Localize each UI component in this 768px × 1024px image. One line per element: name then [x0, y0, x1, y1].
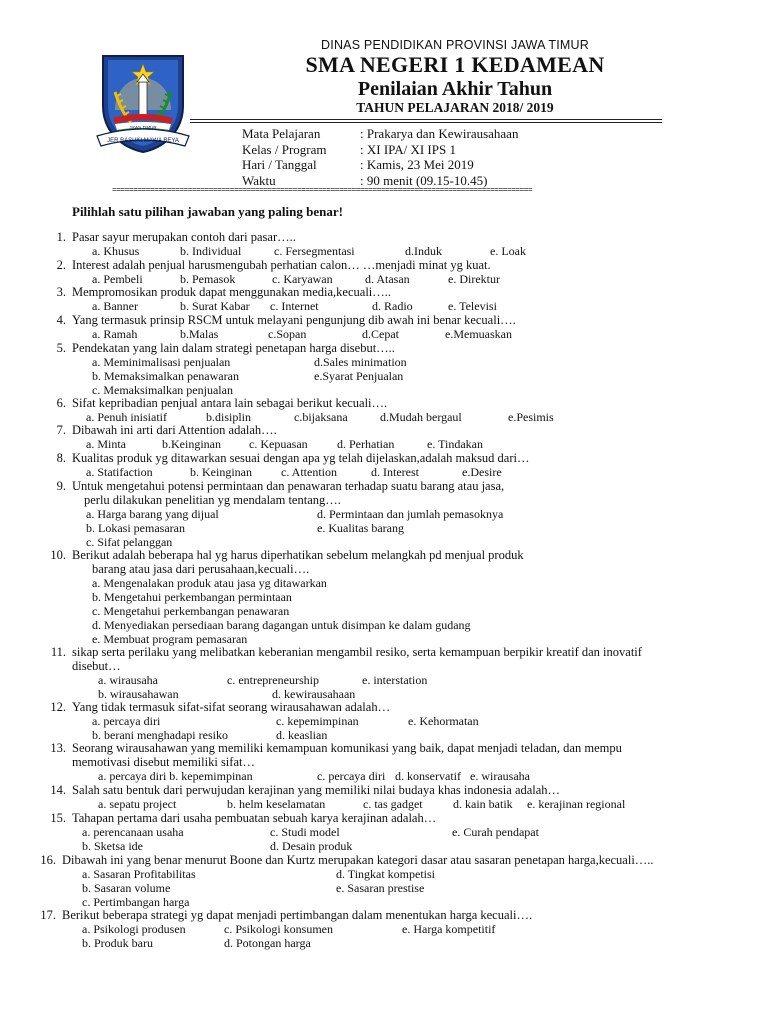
question-text: perlu dilakukan penelitian yg mendalam tentang…. [84, 493, 341, 507]
question-text: Interest adalah penjual harusmengubah perhatian calon… …menjadi minat yg kuat. [72, 258, 491, 272]
answer-option: a. Meminimalisasi penjualan [92, 355, 231, 369]
answer-option: b. helm keselamatan [227, 797, 326, 811]
question-text: Pendekatan yang lain dalam strategi penetapan harga disebut….. [72, 341, 395, 355]
class-value: : XI IPA/ XI IPS 1 [360, 141, 456, 157]
answer-option: d. Desain produk [270, 839, 353, 853]
question-text: Berikut adalah beberapa hal yg harus diperhatikan sebelum melangkah pd menjual produk [72, 548, 524, 562]
answer-option: a. Minta [86, 437, 126, 451]
separator-line: ==================================================================================================== [112, 186, 533, 195]
answer-option: b. Pemasok [180, 272, 236, 286]
answer-option: b. Sketsa ide [82, 839, 143, 853]
answer-option: a. percaya diri b. kepemimpinan [98, 769, 253, 783]
answer-option: a. Mengenalakan produk atau jasa yg ditawarkan [92, 576, 327, 590]
info-row-subject [242, 126, 518, 142]
question-text: Salah satu bentuk dari perwujudan kerajinan yang memiliki nilai budaya khas indonesia adalah… [72, 783, 561, 797]
answer-option: e. kerajinan regional [527, 797, 626, 811]
answer-option: c.bijaksana [294, 410, 348, 424]
answer-option: e.Memuaskan [445, 327, 512, 341]
answer-option: b.Keinginan [162, 437, 221, 451]
school-name: SMA NEGERI 1 KEDAMEAN [305, 52, 605, 77]
question-text: Tahapan pertama dari usaha pembuatan sebuah karya kerajinan adalah… [72, 811, 437, 825]
answer-option: b.disiplin [206, 410, 252, 424]
question-number: 1. [56, 230, 66, 244]
answer-option: d. Atasan [365, 272, 410, 286]
answer-option: d. Interest [371, 465, 419, 479]
time-value: : 90 menit (09.15-10.45) [360, 172, 488, 188]
question-number: 3. [56, 285, 66, 299]
exam-info [242, 126, 518, 188]
agency-name: DINAS PENDIDIKAN PROVINSI JAWA TIMUR [321, 38, 589, 52]
subject-label: Mata Pelajaran [242, 126, 321, 141]
academic-year: TAHUN PELAJARAN 2018/ 2019 [356, 100, 554, 115]
answer-option: c. entrepreneurship [227, 673, 319, 687]
answer-option: d.Mudah bergaul [380, 410, 462, 424]
answer-option: e. Sasaran prestise [336, 881, 425, 895]
answer-option: d. Menyediakan persediaan barang dagangan untuk disimpan ke dalam gudang [92, 618, 471, 632]
answer-option: a. Khusus [92, 244, 140, 258]
answer-option: a. Penuh inisiatif [86, 410, 167, 424]
answer-option: a. perencanaan usaha [82, 825, 184, 839]
answer-option: d. Permintaan dan jumlah pemasoknya [317, 507, 504, 521]
answer-option: a. Pembeli [92, 272, 143, 286]
answer-option: d. Perhatian [337, 437, 395, 451]
question-number: 11. [50, 645, 66, 659]
answer-option: c. percaya diri [317, 769, 386, 783]
answer-option: d. Radio [372, 299, 413, 313]
info-row-date [242, 157, 518, 173]
answer-option: b. Sasaran volume [82, 881, 171, 895]
question-number: 10. [50, 548, 66, 562]
header-divider-top [190, 119, 662, 120]
question-text: Yang tidak termasuk sifat-sifat seorang wirausahawan adalah… [72, 700, 391, 714]
question-number: 14. [50, 783, 66, 797]
question-text: disebut… [72, 659, 121, 673]
class-label: Kelas / Program [242, 141, 327, 157]
answer-option: c.Sopan [268, 327, 307, 341]
answer-option: c. Attention [281, 465, 337, 479]
answer-option: d. Potongan harga [224, 936, 311, 950]
answer-option: b.Malas [180, 327, 219, 341]
answer-option: b. Memaksimalkan penawaran [92, 369, 239, 383]
answer-option: c. Internet [270, 299, 319, 313]
answer-option: e. Membuat program pemasaran [92, 632, 248, 646]
answer-option: c. tas gadget [363, 797, 423, 811]
answer-option: b. Lokasi pemasaran [86, 521, 185, 535]
question-number: 17. [40, 908, 56, 922]
answer-option: a. Banner [92, 299, 138, 313]
question-text: Seorang wirausahawan yang memiliki kemampuan komunikasi yang baik, dapat menjadi teladan, dan mempu [72, 741, 622, 755]
question-number: 15. [50, 811, 66, 825]
question-text: Dibawah ini yang benar menurut Boone dan Kurtz merupakan kategori dasar atau sasaran penetapan harga,kecuali….. [62, 853, 654, 867]
answer-option: a. Statifaction [86, 465, 153, 479]
answer-option: e. Televisi [448, 299, 497, 313]
answer-option: c. Karyawan [272, 272, 333, 286]
instruction-text: Pilihlah satu pilihan jawaban yang paling benar! [72, 204, 343, 219]
answer-option: a. Psikologi produsen [82, 922, 186, 936]
answer-option: e. Kehormatan [408, 714, 479, 728]
answer-option: b. berani menghadapi resiko [92, 728, 228, 742]
answer-option: d. Tingkat kompetisi [336, 867, 436, 881]
question-number: 8. [56, 451, 66, 465]
answer-option: c. Pertimbangan harga [82, 895, 190, 909]
answer-option: c. Sifat pelanggan [86, 535, 173, 549]
question-text: Mempromosikan produk dapat menggunakan media,kecuali….. [72, 285, 392, 299]
question-text: barang atau jasa dari perusahaan,kecuali…. [92, 562, 310, 576]
question-text: Pasar sayur merupakan contoh dari pasar….. [72, 230, 296, 244]
jawa-timur-emblem-logo [93, 52, 193, 154]
question-text: Kualitas produk yg ditawarkan sesuai dengan apa yg telah dijelaskan,adalah maksud dari… [72, 451, 530, 465]
question-text: memotivasi disebut memiliki sifat… [72, 755, 255, 769]
answer-option: c. kepemimpinan [276, 714, 359, 728]
answer-option: d.Sales minimation [314, 355, 407, 369]
answer-option: b. Keinginan [190, 465, 252, 479]
answer-option: b. Surat Kabar [180, 299, 250, 313]
answer-option: e. interstation [362, 673, 428, 687]
answer-option: e. Loak [490, 244, 526, 258]
question-number: 9. [56, 479, 66, 493]
question-text: Yang termasuk prinsip RSCM untuk melayani pengunjung dib awah ini benar kecuali…. [72, 313, 516, 327]
date-label: Hari / Tanggal [242, 157, 317, 172]
exam-title: Penilaian Akhir Tahun [357, 78, 553, 100]
question-number: 4. [56, 313, 66, 327]
question-number: 16. [40, 853, 56, 867]
answer-option: b. wirausahawan [98, 687, 179, 701]
header-divider-bottom [190, 122, 662, 123]
answer-option: c. Memaksimalkan penjualan [92, 383, 233, 397]
answer-option: c. Mengetahui perkembangan penawaran [92, 604, 290, 618]
question-number: 2. [56, 258, 66, 272]
answer-option: c. Psikologi konsumen [224, 922, 334, 936]
question-text: Dibawah ini arti dari Attention adalah…. [72, 423, 277, 437]
answer-option: c. Kepuasan [249, 437, 308, 451]
question-text: sikap serta perilaku yang melibatkan keberanian mengambil resiko, serta kemampuan berpikir kreatif dan inovatif [72, 645, 642, 659]
answer-option: e. wirausaha [470, 769, 530, 783]
answer-option: d.Cepat [362, 327, 399, 341]
answer-option: a. wirausaha [98, 673, 158, 687]
info-row-class [242, 142, 518, 158]
question-number: 12. [50, 700, 66, 714]
date-value: : Kamis, 23 Mei 2019 [360, 157, 474, 172]
time-label: Waktu [242, 172, 276, 188]
question-text: Berikut beberapa strategi yg dapat menjadi pertimbangan dalam menentukan harga kecuali…. [62, 908, 533, 922]
question-text: Untuk mengetahui potensi permintaan dan penawaran terhadap suatu barang atau jasa, [72, 479, 505, 493]
question-number: 13. [50, 741, 66, 755]
question-number: 6. [56, 396, 66, 410]
answer-option: a. Ramah [92, 327, 138, 341]
question-text: Sifat kepribadian penjual antara lain sebagai berikut kecuali…. [72, 396, 388, 410]
answer-option: d.Induk [405, 244, 442, 258]
answer-option: a. sepatu project [98, 797, 177, 811]
answer-option: e.Desire [462, 465, 502, 479]
answer-option: a. Sasaran Profitabilitas [82, 867, 196, 881]
answer-option: d. kain batik [453, 797, 513, 811]
answer-option: e. Curah pendapat [452, 825, 539, 839]
answer-option: b. Individual [180, 244, 242, 258]
answer-option: b. Mengetahui perkembangan permintaan [92, 590, 292, 604]
answer-option: c. Studi model [270, 825, 340, 839]
answer-option: a. Harga barang yang dijual [86, 507, 219, 521]
question-number: 7. [56, 423, 66, 437]
answer-option: a. percaya diri [92, 714, 161, 728]
answer-option: e.Pesimis [508, 410, 554, 424]
answer-option: e. Harga kompetitif [402, 922, 496, 936]
answer-option: e. Direktur [448, 272, 500, 286]
answer-option: d. konservatif [395, 769, 461, 783]
answer-option: e.Syarat Penjualan [314, 369, 404, 383]
answer-option: e. Tindakan [427, 437, 484, 451]
answer-option: c. Fersegmentasi [274, 244, 355, 258]
question-number: 5. [56, 341, 66, 355]
logo-banner-text: JER BASUKI MAWA BEYA [107, 138, 179, 144]
answer-option: e. Kualitas barang [317, 521, 404, 535]
answer-option: d. keaslian [276, 728, 328, 742]
subject-value: : Prakarya dan Kewirausahaan [360, 126, 519, 141]
answer-option: b. Produk baru [82, 936, 153, 950]
answer-option: d. kewirausahaan [272, 687, 356, 701]
logo-name-text: JAWA TIMUR [129, 125, 157, 130]
